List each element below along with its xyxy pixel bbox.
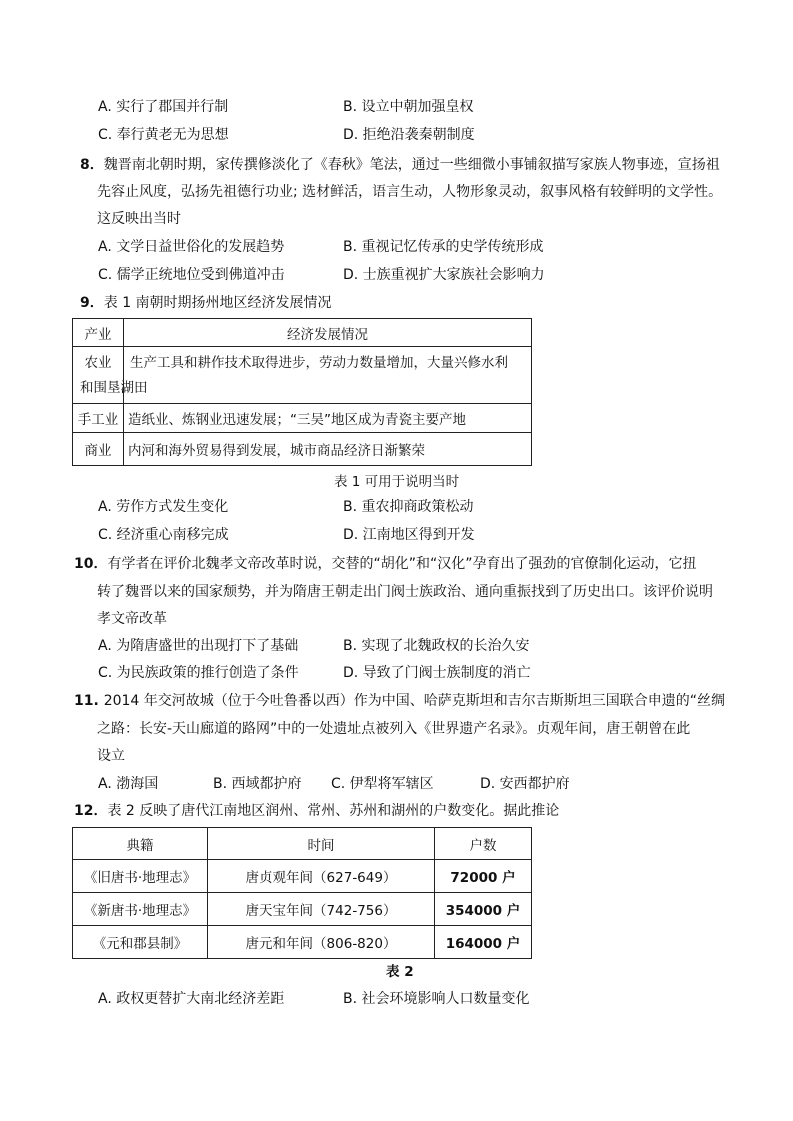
table-2-cell-time: 唐贞观年间（627-649） xyxy=(208,860,435,893)
q12-text: 表 2 反映了唐代江南地区润州、常州、苏州和湖州的户数变化。据此推论 xyxy=(107,803,560,819)
q10-stem-line-2: 转了魏晋以来的国家颓势，并为隋唐王朝走出门阀士族政治、通向重振找到了历史出口。该评价说明 xyxy=(97,584,713,600)
q8-option-a: A. 文学日益世俗化的发展趋势 xyxy=(98,239,285,255)
q7-option-d: D. 拒绝沿袭秦朝制度 xyxy=(343,127,475,143)
q7-option-a: A. 实行了郡国并行制 xyxy=(98,99,229,115)
q10-text-1: 有学者在评价北魏孝文帝改革时说，交替的“胡化”和“汉化”孕育出了强劲的官僚制化运动，它扭 xyxy=(107,556,697,572)
table-2-cell-households: 354000 户 xyxy=(435,893,532,926)
table-2 xyxy=(72,827,532,959)
q9-text: 表 1 南朝时期扬州地区经济发展情况 xyxy=(103,295,332,311)
q11-option-d: D. 安西都护府 xyxy=(480,776,570,792)
q11-stem-line-3: 设立 xyxy=(97,748,125,764)
q8-stem-line-1 xyxy=(80,154,720,174)
table-2-cell-households: 164000 户 xyxy=(435,926,532,959)
q8-stem-line-2: 先容止风度，弘扬先祖德行功业; 选材鲜活，语言生动，人物形象灵动，叙事风格有较鲜明的文学性。 xyxy=(97,184,723,200)
table-2-cell-classic: 《旧唐书·地理志》 xyxy=(73,860,208,893)
q8-option-c: C. 儒学正统地位受到佛道冲击 xyxy=(98,267,285,283)
q8-stem-line-3: 这反映出当时 xyxy=(97,211,181,227)
table-1-caption: 表 1 可用于说明当时 xyxy=(334,474,460,490)
table-1-cell-handicraft-desc: 造纸业、炼钢业迅速发展；“三吴”地区成为青瓷主要产地 xyxy=(124,404,532,433)
table-1-cell-agriculture: 农业 xyxy=(73,347,124,404)
q12-option-a: A. 政权更替扩大南北经济差距 xyxy=(98,991,285,1007)
q12-stem xyxy=(74,800,559,820)
q8-option-b: B. 重视记忆传承的史学传统形成 xyxy=(343,239,544,255)
q12-number: 12． xyxy=(74,803,108,819)
table-1 xyxy=(72,318,532,466)
q9-stem xyxy=(80,292,332,312)
table-1-header-industry: 产业 xyxy=(73,319,124,347)
q9-option-a: A. 劳作方式发生变化 xyxy=(98,499,229,515)
q11-stem-line-1 xyxy=(74,690,725,710)
table-2-header-households: 户数 xyxy=(435,828,532,860)
q10-stem-line-1 xyxy=(74,553,697,573)
q7-option-c: C. 奉行黄老无为思想 xyxy=(98,127,229,143)
q11-stem-line-2: 之路：长安-天山廊道的路网”中的一处遗址点被列入《世界遗产名录》。贞观年间，唐王朝曾在此 xyxy=(97,721,691,737)
table-2-cell-time: 唐元和年间（806-820） xyxy=(208,926,435,959)
q11-text-1: 2014 年交河故城（位于今吐鲁番以西）作为中国、哈萨克斯坦和吉尔吉斯斯坦三国联合申遗的“丝绸 xyxy=(103,693,726,709)
table-2-cell-time: 唐天宝年间（742-756） xyxy=(208,893,435,926)
table-2-header-time: 时间 xyxy=(208,828,435,860)
table-2-cell-households: 72000 户 xyxy=(435,860,532,893)
table-2-header-classic: 典籍 xyxy=(73,828,208,860)
table-1-cell-commerce: 商业 xyxy=(73,433,124,466)
q8-option-d: D. 士族重视扩大家族社会影响力 xyxy=(343,267,545,283)
q10-option-b: B. 实现了北魏政权的长治久安 xyxy=(343,638,530,654)
table-row xyxy=(73,433,532,466)
q10-number: 10． xyxy=(74,556,108,572)
q11-option-a: A. 渤海国 xyxy=(98,776,159,792)
table-row xyxy=(73,347,532,404)
table-row xyxy=(73,893,532,926)
q10-option-d: D. 导致了门阀士族制度的消亡 xyxy=(343,665,531,681)
table-1-cell-agriculture-line-1: 生产工具和耕作技术取得进步，劳动力数量增加，大量兴修水利 xyxy=(130,355,508,371)
q11-number: 11. xyxy=(74,693,104,709)
q10-option-a: A. 为隋唐盛世的出现打下了基础 xyxy=(98,638,299,654)
q11-option-b: B. 西域都护府 xyxy=(213,776,302,792)
table-row xyxy=(73,860,532,893)
q8-text-1: 魏晋南北朝时期，家传撰修淡化了《春秋》笔法，通过一些细微小事铺叙描写家族人物事迹，宣扬祖 xyxy=(103,157,720,173)
table-row xyxy=(73,404,532,433)
q7-option-b: B. 设立中朝加强皇权 xyxy=(343,99,474,115)
q10-stem-line-3: 孝文帝改革 xyxy=(97,611,167,627)
q9-number: 9． xyxy=(80,295,104,311)
table-1-cell-agriculture-line-2: 和围垦湖田 xyxy=(80,380,148,396)
table-row xyxy=(73,926,532,959)
table-1-cell-handicraft: 手工业 xyxy=(73,404,124,433)
table-2-cell-classic: 《新唐书·地理志》 xyxy=(73,893,208,926)
table-1-cell-commerce-desc: 内河和海外贸易得到发展，城市商品经济日渐繁荣 xyxy=(124,433,532,466)
q9-option-d: D. 江南地区得到开发 xyxy=(343,527,475,543)
q12-option-b: B. 社会环境影响人口数量变化 xyxy=(343,991,530,1007)
table-1-header-situation: 经济发展情况 xyxy=(124,319,532,347)
q9-option-b: B. 重农抑商政策松动 xyxy=(343,499,474,515)
q9-option-c: C. 经济重心南移完成 xyxy=(98,527,229,543)
q8-number: 8． xyxy=(80,157,104,173)
q11-option-c: C. 伊犁将军辖区 xyxy=(331,776,434,792)
table-2-caption: 表 2 xyxy=(386,964,414,980)
table-2-cell-classic: 《元和郡县制》 xyxy=(73,926,208,959)
q10-option-c: C. 为民族政策的推行创造了条件 xyxy=(98,665,299,681)
